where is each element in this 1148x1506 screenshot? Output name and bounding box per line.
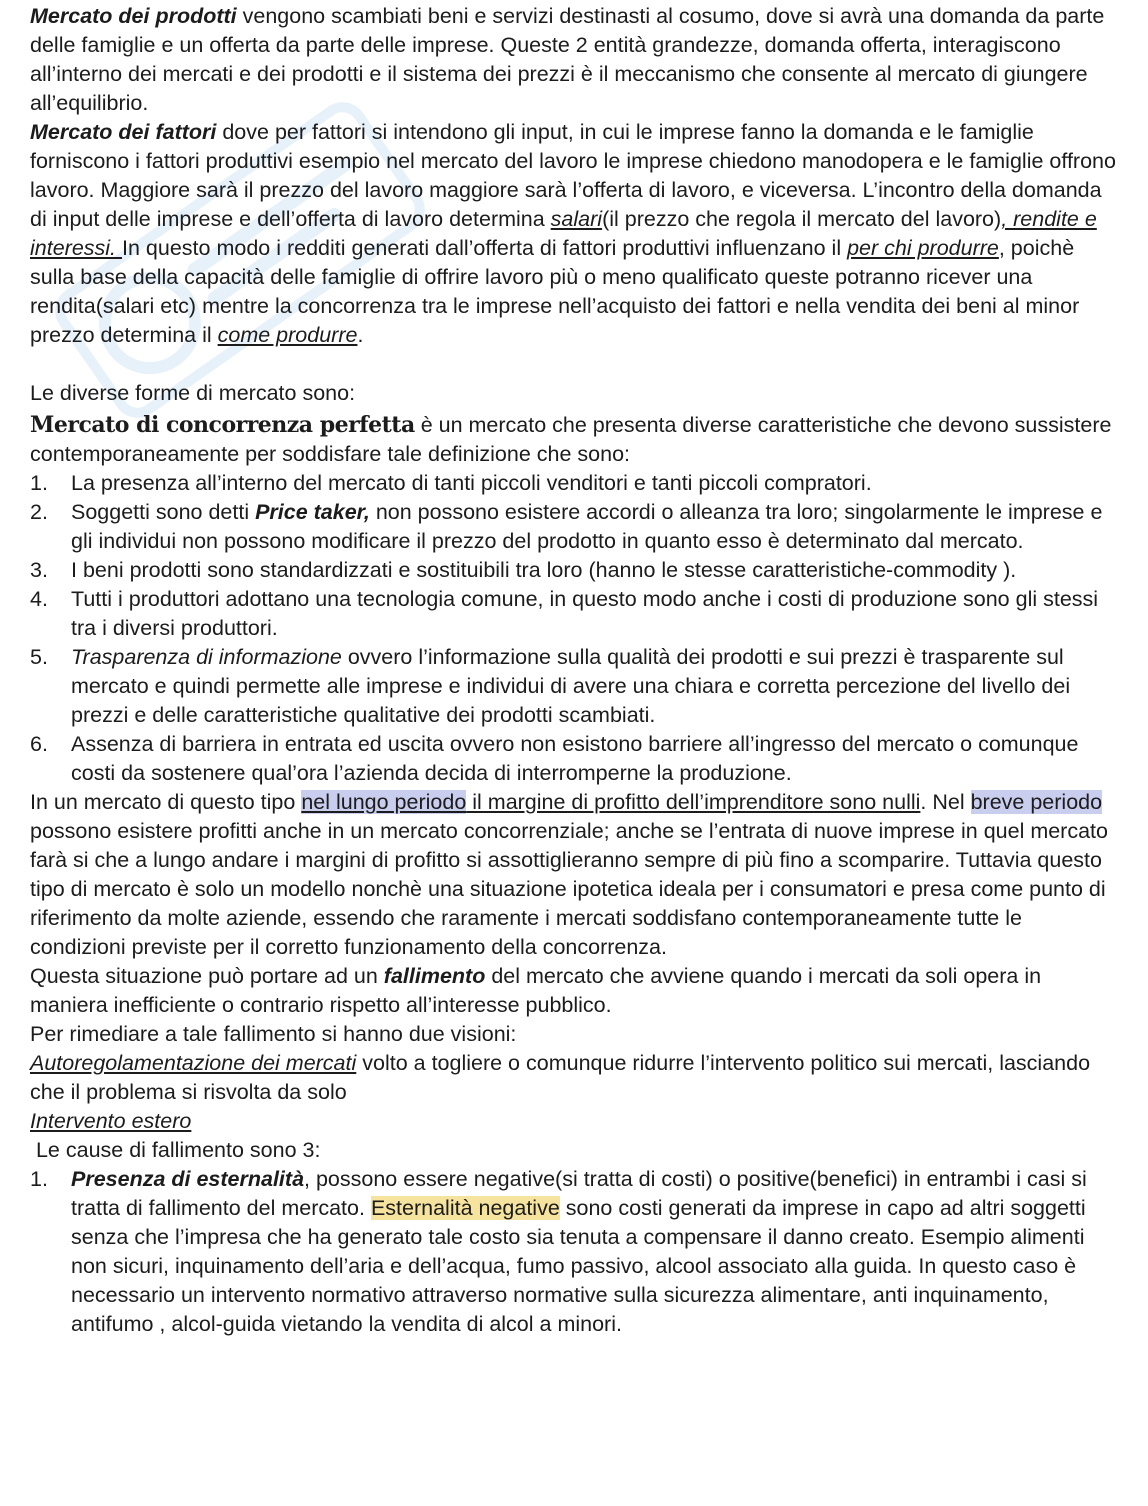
paragraph-fallimento: Questa situazione può portare ad un fallimento del mercato che avviene quando i mercati da soli opera in maniera inefficiente o contrario rispetto all’interesse pubblico.: [30, 964, 1042, 1017]
list-caratteristiche: [30, 469, 1120, 788]
paragraph-mercato-prodotti: Mercato dei prodotti vengono scambiati beni e servizi destinasti al cosumo, dove si avrà una domanda da parte delle famiglie e un offerta da parte delle imprese. Queste 2 entità grandezze, domanda offerta, interagiscono all’interno dei mercati e dei prodotti e il sistema dei prezzi è il meccanismo che consente al mercato di giungere all’equilibrio.: [30, 4, 1105, 115]
term-autoregolamentazione: Autoregolamentazione dei mercati: [30, 1051, 357, 1075]
term-per-chi-produrre: per chi produrre: [847, 236, 999, 260]
list-item: 6. Assenza di barriera in entrata ed uscita ovvero non esistono barriere all’ingresso del mercato o comunque costi da sostenere qual’ora l’azienda decida di interromperne la produzione.: [30, 732, 1079, 785]
heading-mercato-fattori: Mercato dei fattori: [30, 120, 217, 144]
list-item: 1. Presenza di esternalità, possono essere negative(si tratta di costi) o positive(benefici) in entrambi i casi si tratta di fallimento del mercato. Esternalità negative sono costi generati da imprese in capo ad altri soggetti senza che l’impresa che ha generato tale costo sia tenuta a compensare il danno creato. Esempio alimenti non sicuri, inquinamento dell’aria e dell’acqua, fumo passivo, alcool associato alla guida. In questo caso è necessario un intervento normativo attraverso normative sulla sicurezza alimentare, anti inquinamento, antifumo , alcol-guida vietando la vendita di alcol a minori.: [30, 1167, 1087, 1336]
list-cause: [30, 1165, 1120, 1339]
term-rendite: , rendite e interessi.: [30, 207, 1097, 260]
list-item: 4. Tutti i produttori adottano una tecnologia comune, in questo modo anche i costi di produzione sono gli stessi tra i diversi produttori.: [30, 587, 1099, 640]
term-fallimento: fallimento: [383, 964, 486, 988]
paragraph-autoregolamentazione: Autoregolamentazione dei mercati volto a togliere o comunque ridurre l’intervento politico sui mercati, lasciando che il problema si risvolta da solo: [30, 1051, 1091, 1104]
highlight-lungo-periodo: nel lungo periodo: [301, 790, 467, 814]
term-salari: salari: [550, 207, 603, 231]
paragraph-forme-mercato: Le diverse forme di mercato sono:: [30, 381, 356, 405]
list-item: 1. La presenza all’interno del mercato di tanti piccoli venditori e tanti piccoli compratori.: [30, 471, 872, 495]
list-item: 3. I beni prodotti sono standardizzati e sostituibili tra loro (hanno le stesse caratteristiche-commodity ).: [30, 558, 1017, 582]
highlight-breve-periodo: breve periodo: [970, 790, 1103, 814]
highlight-esternalita-negative: Esternalità negative: [370, 1196, 560, 1220]
paragraph-intervento-estero: Intervento estero: [30, 1109, 192, 1133]
paragraph-visioni: Per rimediare a tale fallimento si hanno due visioni:: [30, 1022, 517, 1046]
paragraph-mercato-fattori: Mercato dei fattori dove per fattori si intendono gli input, in cui le imprese fanno la domanda e le famiglie forniscono i fattori produttivi esempio nel mercato del lavoro le imprese chiedono manodopera e le famiglie offrono lavoro. Maggiore sarà il prezzo del lavoro maggiore sarà l’offerta di lavoro, e viceversa. L’incontro della domanda di input delle imprese e dell’offerta di lavoro determina salari(il prezzo che regola il mercato del lavoro), rendite e interessi. In questo modo i redditi generati dall’offerta di fattori produttivi influenzano il per chi produrre, poichè sulla base della capacità delle famiglie di offrire lavoro più o meno qualificato queste potranno ricever una rendita(salari etc) mentre la concorrenza tra le imprese nell’acquisto dei fattori e nella vendita dei beni al minor prezzo determina il come produrre.: [30, 120, 1116, 347]
list-item: 5. Trasparenza di informazione ovvero l’informazione sulla qualità dei prodotti e sui prezzi è trasparente sul mercato e quindi permette alle imprese e individui di avere una chiara e corretta percezione del livello dei prezzi e delle caratteristiche qualitative dei prodotti scambiati.: [30, 645, 1071, 727]
document-page: [30, 2, 1120, 1339]
paragraph-cause-fallimento: Le cause di fallimento sono 3:: [30, 1138, 321, 1162]
paragraph-lungo-breve-periodo: In un mercato di questo tipo nel lungo periodo il margine di profitto dell’imprenditore sono nulli. Nel breve periodo possono esistere profitti anche in un mercato concorrenziale; anche se l’entrata di nuove imprese in quel mercato farà si che a lungo andare i margini di profitto si assottiglieranno sempre di più fino a scomparire. Tuttavia questo tipo di mercato è solo un modello nonchè una situazione ipotetica ideala per i consumatori e presa come punto di riferimento da molte aziende, essendo che raramente i mercati soddisfano contemporaneamente tutte le condizioni previste per il corretto funzionamento della concorrenza.: [30, 790, 1108, 959]
heading-concorrenza-perfetta: Mercato di concorrenza perfetta: [30, 412, 415, 438]
list-item: 2. Soggetti sono detti Price taker, non possono esistere accordi o alleanza tra loro; singolarmente le imprese e gli individui non possono modificare il prezzo del prodotto in quanto esso è determinato dal mercato.: [30, 500, 1103, 553]
heading-mercato-prodotti: Mercato dei prodotti: [30, 4, 237, 28]
term-come-produrre: come produrre: [217, 323, 358, 347]
paragraph-concorrenza: Mercato di concorrenza perfetta è un mercato che presenta diverse caratteristiche che devono sussistere contemporaneamente per soddisfare tale definizione che sono:: [30, 412, 1112, 466]
blank-line: [30, 350, 1120, 379]
